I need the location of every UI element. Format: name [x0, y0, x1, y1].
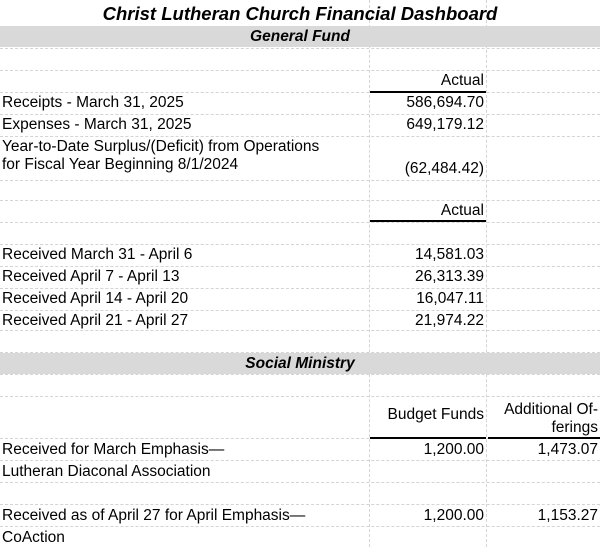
- additional-offerings-value: 1,153.27: [537, 507, 598, 524]
- budget-funds-value: 1,200.00: [423, 507, 484, 524]
- gridline: [0, 48, 600, 49]
- budget-funds-column-header: Budget Funds: [387, 406, 484, 423]
- weekly-receipt-value: 14,581.03: [415, 246, 484, 263]
- budget-funds-value: 1,200.00: [423, 441, 484, 458]
- weekly-receipt-value: 26,313.39: [415, 268, 484, 285]
- general-fund-heading: General Fund: [250, 28, 350, 45]
- gridline: [0, 222, 600, 223]
- weekly-receipt-value: 16,047.11: [416, 290, 484, 307]
- gridline: [0, 396, 600, 397]
- column-header-underline: [370, 220, 486, 222]
- weekly-receipt-label: Received April 7 - April 13: [2, 268, 180, 285]
- social-ministry-heading: Social Ministry: [245, 355, 355, 372]
- social-ministry-entry-label: Received as of April 27 for April Emphasis—: [2, 507, 306, 524]
- gridline: [0, 504, 600, 505]
- column-header-underline: [488, 437, 600, 439]
- expenses-value: 649,179.12: [406, 116, 484, 133]
- social-ministry-entry-label: Received for March Emphasis—: [2, 441, 225, 458]
- weekly-receipt-label: Received April 21 - April 27: [2, 312, 189, 329]
- weekly-receipt-value: 21,974.22: [415, 312, 484, 329]
- gridline: [0, 482, 600, 483]
- additional-offerings-column-header: Additional Of-: [504, 401, 598, 418]
- gridline: [369, 0, 370, 547]
- dashboard-title: Christ Lutheran Church Financial Dashboard: [102, 3, 498, 24]
- gridline: [486, 0, 487, 547]
- column-header-underline: [370, 437, 486, 439]
- social-ministry-entry-label-line2: Lutheran Diaconal Association: [2, 463, 211, 480]
- expenses-label: Expenses - March 31, 2025: [2, 116, 192, 133]
- gridline: [0, 526, 600, 527]
- social-ministry-entry-label-line2: CoAction: [2, 529, 65, 546]
- surplus-value: (62,484.42): [404, 160, 484, 177]
- surplus-label: Year-to-Date Surplus/(Deficit) from Operations: [2, 138, 320, 155]
- gridline: [0, 330, 600, 331]
- actual-column-header: Actual: [440, 72, 484, 89]
- actual-column-header: Actual: [440, 202, 484, 219]
- surplus-label-line2: for Fiscal Year Beginning 8/1/2024: [2, 156, 239, 173]
- additional-offerings-value: 1,473.07: [537, 441, 598, 458]
- gridline: [0, 200, 600, 201]
- general-fund-header: [0, 26, 600, 47]
- additional-offerings-column-header-line2: ferings: [551, 419, 598, 436]
- receipts-label: Receipts - March 31, 2025: [2, 94, 184, 111]
- social-ministry-header: [0, 353, 600, 374]
- weekly-receipt-label: Received April 14 - April 20: [2, 290, 189, 307]
- gridline: [0, 70, 600, 71]
- gridline: [0, 180, 600, 181]
- gridline: [0, 460, 600, 461]
- receipts-value: 586,694.70: [406, 94, 484, 111]
- gridline: [0, 374, 600, 375]
- weekly-receipt-label: Received March 31 - April 6: [2, 246, 193, 263]
